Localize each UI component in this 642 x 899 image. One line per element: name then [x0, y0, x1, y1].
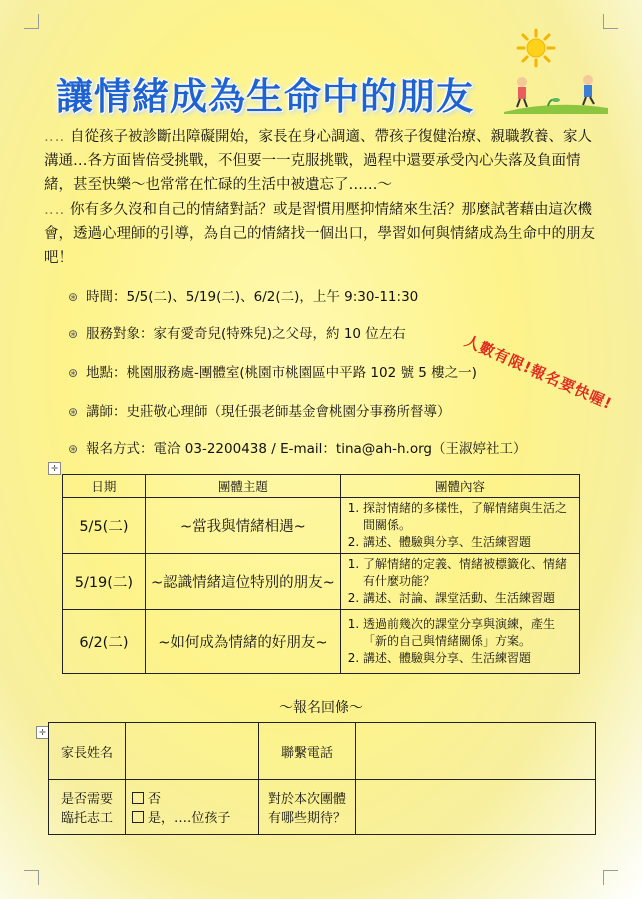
info-time [68, 285, 418, 305]
info-speaker-text: 講師：史莊敬心理師（現任張老師基金會桃園分事務所督導） [86, 404, 451, 420]
table-row [63, 610, 580, 674]
session-topic: ~當我與情緒相遇~ [145, 498, 340, 554]
reply-slip-title: ～報名回條～ [279, 700, 363, 716]
expectation-field[interactable] [356, 780, 596, 835]
info-time-text: 時間：5/5(二)、5/19(二)、6/2(二)，上午 9:30-11:30 [86, 289, 419, 305]
session-topic: ~如何成為情緒的好朋友~ [145, 610, 340, 674]
table-move-handle-icon[interactable]: ✛ [36, 726, 49, 739]
checkbox-icon[interactable] [132, 792, 144, 804]
session-topic: ~認識情緒這位特別的朋友~ [145, 554, 340, 610]
schedule-table [62, 474, 580, 674]
leading-dots: ‥‥ [44, 202, 66, 218]
bullet-icon: ⊛ [68, 442, 79, 456]
session-content [340, 610, 579, 674]
option-no-label: 否 [148, 792, 162, 807]
list-item: 1. 透過前幾次的課堂分享與演練，產生「新的自己與情緒關係」方案。 [363, 616, 575, 650]
bullet-icon: ⊛ [68, 405, 79, 419]
info-target [68, 322, 406, 342]
list-item: 2. 講述、討論、課堂活動、生活練習題 [363, 590, 575, 607]
table-row [63, 554, 580, 610]
col-header-date: 日期 [63, 475, 146, 498]
session-date: 6/2(二) [63, 610, 146, 674]
phone-label: 聯繫電話 [259, 723, 356, 780]
table-move-handle-icon[interactable]: ✛ [48, 462, 61, 475]
session-date: 5/5(二) [63, 498, 146, 554]
table-header-row [63, 475, 580, 498]
info-target-text-2: (特殊兒)之父母，約 10 位左右 [221, 326, 406, 342]
info-signup-text: 報名方式：電洽 03-2200438 / E-mail：tina@ah-h.org（王淑婷社工） [86, 441, 527, 457]
registration-form [48, 722, 596, 835]
list-item: 1. 了解情緒的定義、情緒被標籤化、情緒有什麼功能？ [363, 556, 575, 590]
page-corner-mark [603, 14, 618, 29]
page-corner-mark [603, 870, 618, 885]
phone-field[interactable] [356, 723, 596, 780]
session-content [340, 554, 579, 610]
bullet-icon: ⊛ [68, 366, 79, 380]
volunteer-options [126, 780, 259, 835]
intro-paragraph [44, 125, 604, 197]
invite-paragraph [44, 198, 604, 270]
expectation-label: 對於本次團體有哪些期待？ [259, 780, 356, 835]
option-no[interactable] [132, 788, 252, 807]
info-place-text: 地點：桃園服務處 [86, 365, 194, 381]
parent-name-label: 家長姓名 [49, 723, 126, 780]
flyer-title: 讓情緒成為生命中的朋友 [56, 75, 474, 118]
intro-text: 自從孩子被診斷出障礙開始，家長在身心調適、帶孩子復健治療、親職教養、家人溝通…各方面皆倍受挑戰，不但要一一克服挑戰，過程中還要承受內心失落及負面情緒，甚至快樂～也常常在忙碌的生活中被遺忘了……～ [44, 129, 592, 193]
table-row [63, 498, 580, 554]
children-playing-icon [504, 70, 608, 114]
option-yes-label: 是，‥‥位孩子 [148, 811, 231, 826]
list-item: 1. 探討情緒的多樣性，了解情緒與生活之間關係。 [363, 500, 575, 534]
checkbox-icon[interactable] [132, 811, 144, 823]
info-place-highlight: -團體室 [194, 365, 240, 381]
info-speaker [68, 400, 451, 420]
form-row [49, 723, 596, 780]
session-content [340, 498, 579, 554]
invite-text: 你有多久沒和自己的情緒對話？或是習慣用壓抑情緒來生活？那麼試著藉由這次機會，透過心理師的引導，為自己的情緒找一個出口，學習如何與情緒成為生命中的朋友吧！ [44, 202, 595, 266]
option-yes[interactable] [132, 807, 252, 826]
sun-icon [516, 28, 556, 68]
session-date: 5/19(二) [63, 554, 146, 610]
list-item: 2. 講述、體驗與分享、生活練習題 [363, 534, 575, 551]
volunteer-label: 是否需要臨托志工 [49, 780, 126, 835]
info-target-highlight: 愛奇兒 [180, 326, 221, 342]
info-signup [68, 437, 526, 457]
page-corner-mark [24, 14, 39, 29]
bullet-icon: ⊛ [68, 290, 79, 304]
parent-name-field[interactable] [126, 723, 259, 780]
bullet-icon: ⊛ [68, 327, 79, 341]
page-corner-mark [24, 870, 39, 885]
col-header-content: 團體內容 [340, 475, 579, 498]
leading-dots: ‥‥ [44, 129, 66, 145]
form-row [49, 780, 596, 835]
col-header-topic: 團體主題 [145, 475, 340, 498]
info-place-address: (桃園市桃園區中平路 102 號 5 樓之一) [239, 365, 477, 381]
limited-seats-stamp: 人數有限!報名要快喔! [461, 331, 616, 414]
list-item: 2. 講述、體驗與分享、生活練習題 [363, 650, 575, 667]
info-target-text: 服務對象：家有 [86, 326, 181, 342]
info-place [68, 361, 477, 381]
